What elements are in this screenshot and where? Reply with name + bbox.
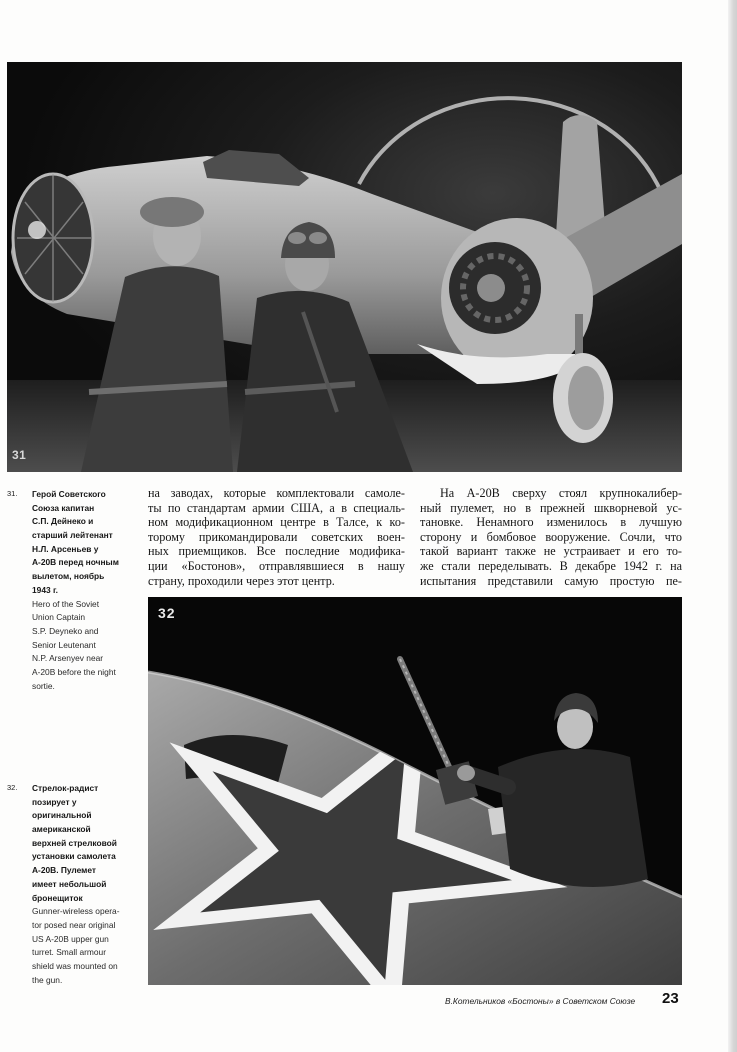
- caption-en-line: Gunner-wireless opera-: [32, 906, 120, 917]
- caption-ru-line: Н.Л. Арсеньев у: [32, 543, 99, 554]
- caption-en-line: sortie.: [32, 680, 55, 691]
- text-line: ты по стандартам армии США, а в специаль-: [148, 500, 405, 515]
- caption-ru-line: установки самолета: [32, 851, 116, 862]
- caption-ru-line: А-20В перед ночным: [32, 557, 119, 568]
- photo-gunner-upper-turret: [148, 597, 682, 985]
- caption-en-line: Union Captain: [32, 612, 86, 623]
- caption-en-line: S.P. Deyneko and: [32, 625, 99, 636]
- caption-number: 31.: [7, 489, 18, 498]
- photo-number-label: 32: [158, 605, 176, 621]
- photo-number-label: 31: [12, 448, 27, 462]
- caption-ru-line: верхней стрелковой: [32, 837, 117, 848]
- caption-en-line: the gun.: [32, 974, 63, 985]
- caption-ru-line: бронещиток: [32, 892, 83, 903]
- text-line: торому прикомандировали советских воен-: [148, 529, 405, 544]
- caption-ru-line: американской: [32, 824, 91, 835]
- running-title: В.Котельников «Бостоны» в Советском Союзе: [445, 996, 636, 1006]
- caption-body: [32, 488, 142, 693]
- text-line: ции «Бостонов», отправлявшиеся в нашу: [148, 558, 405, 573]
- text-line: ный пулемет, но в прежней шкворневой ус-: [420, 500, 682, 515]
- text-line: ном модификационном центре в Талсе, к ко-: [148, 515, 405, 530]
- caption-en-line: shield was mounted on: [32, 960, 118, 971]
- caption-ru-line: 1943 г.: [32, 584, 58, 595]
- caption-ru-line: С.П. Дейнеко и: [32, 516, 94, 527]
- caption-en-line: Senior Leutenant: [32, 639, 96, 650]
- text-line: испытания представили самую простую пе-: [420, 573, 682, 588]
- caption-en-line: tor posed near original: [32, 919, 116, 930]
- caption-ru-line: вылетом, ноябрь: [32, 571, 105, 582]
- caption-ru-line: оригинальной: [32, 810, 92, 821]
- caption-en-line: Hero of the Soviet: [32, 598, 100, 609]
- page-number: 23: [662, 990, 679, 1007]
- text-line: на заводах, которые комплектовали самоле-: [148, 486, 405, 500]
- caption-ru-line: старший лейтенант: [32, 530, 113, 541]
- caption-ru-line: Союза капитан: [32, 502, 95, 513]
- caption-en-line: A-20B before the night: [32, 666, 116, 677]
- caption-en-line: US A-20B upper gun: [32, 933, 109, 944]
- caption-ru-line: позирует у: [32, 796, 77, 807]
- text-line: же стали переделывать. В декабре 1942 г. на: [420, 558, 682, 573]
- caption-ru-line: Стрелок-радист: [32, 783, 99, 793]
- caption-en-line: N.P. Arsenyev near: [32, 653, 104, 664]
- text-line: страну, проходили через этот центр.: [148, 573, 335, 588]
- photo-32-image: [148, 597, 682, 985]
- text-line: ных приемщиков. Все последние модифика-: [148, 544, 405, 559]
- scan-edge-shadow: [728, 0, 737, 1052]
- caption-body: [32, 782, 142, 987]
- text-line: сторону и бомбовое вооружение. Сочли, что: [420, 529, 682, 544]
- text-line: такой вариант также не устраивает и его то-: [420, 544, 682, 559]
- caption-ru-line: А-20В. Пулемет: [32, 865, 97, 876]
- body-text-right-column: [420, 486, 682, 588]
- caption-ru-line: Герой Советского: [32, 489, 106, 499]
- text-line: тановке. Ненамного изменилось в лучшую: [420, 515, 682, 530]
- photo-31-image: [7, 62, 682, 472]
- photo-crew-at-a20b-night: [7, 62, 682, 472]
- caption-ru-line: имеет небольшой: [32, 878, 107, 889]
- caption-en-line: turret. Small armour: [32, 947, 106, 958]
- caption-number: 32.: [7, 783, 18, 792]
- body-text-middle-column: [148, 486, 405, 588]
- text-line: На А-20В сверху стоял крупнокалибер-: [440, 486, 682, 500]
